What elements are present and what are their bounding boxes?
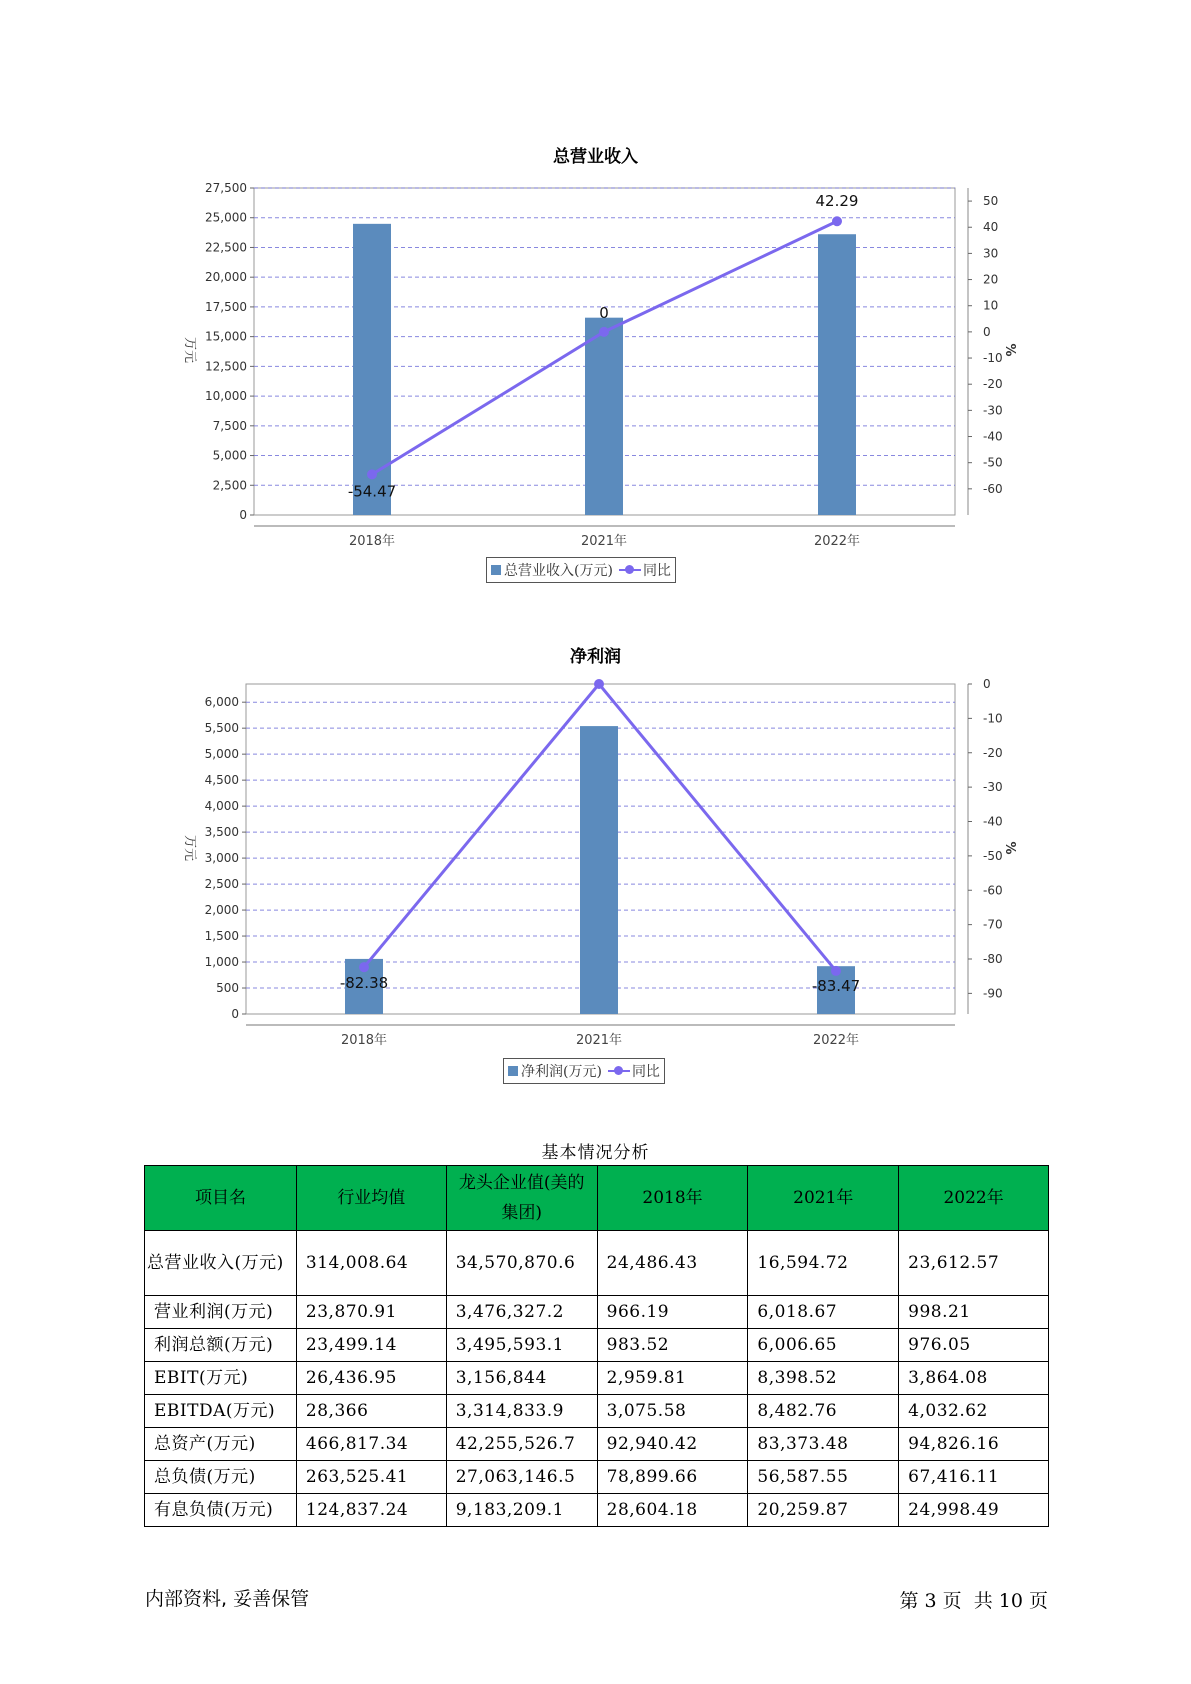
header-2022: 2022年 <box>899 1166 1049 1231</box>
value-cell: 78,899.66 <box>597 1461 748 1494</box>
y2-axis-label: % <box>1002 343 1017 357</box>
y-tick-label: 6,000 <box>204 695 239 710</box>
revenue-chart-title: 总营业收入 <box>553 147 638 167</box>
yoy-point <box>359 962 369 972</box>
value-cell: 24,998.49 <box>899 1494 1049 1527</box>
row-label-cell: 总资产(万元) <box>145 1428 297 1461</box>
table-row <box>145 1494 1049 1527</box>
value-cell: 67,416.11 <box>899 1461 1049 1494</box>
legend-line-label: 同比 <box>642 563 671 579</box>
value-cell: 263,525.41 <box>296 1461 446 1494</box>
bar <box>580 726 618 1014</box>
header-2021: 2021年 <box>748 1166 899 1231</box>
value-cell: 3,156,844 <box>446 1362 597 1395</box>
header-leader-value: 龙头企业值(美的集团) <box>446 1166 597 1231</box>
value-cell: 16,594.72 <box>748 1231 899 1296</box>
value-cell: 34,570,870.6 <box>446 1231 597 1296</box>
y2-tick-label: 0 <box>983 324 991 339</box>
y2-tick-label: -10 <box>983 711 1003 726</box>
table-caption: 基本情况分析 <box>541 1143 650 1163</box>
value-cell: 466,817.34 <box>296 1428 446 1461</box>
y-tick-label: 20,000 <box>205 270 247 285</box>
row-label-cell: 营业利润(万元) <box>145 1296 297 1329</box>
y2-tick-label: 50 <box>983 194 999 209</box>
footer-page-number: 第 3 页 共 10 页 <box>899 1590 1048 1612</box>
value-cell: 983.52 <box>597 1329 748 1362</box>
row-label-cell: EBIT(万元) <box>145 1362 297 1395</box>
legend-bar-swatch <box>508 1066 518 1076</box>
x-tick-label: 2021年 <box>575 1033 623 1048</box>
y-axis-label: 万元 <box>182 834 197 862</box>
value-cell: 56,587.55 <box>748 1461 899 1494</box>
y2-tick-label: -60 <box>983 481 1003 496</box>
row-label-cell: EBITDA(万元) <box>145 1395 297 1428</box>
value-cell: 26,436.95 <box>296 1362 446 1395</box>
value-cell: 24,486.43 <box>597 1231 748 1296</box>
legend-bar-label: 净利润(万元) <box>521 1064 602 1080</box>
value-cell: 3,476,327.2 <box>446 1296 597 1329</box>
table-row <box>145 1362 1049 1395</box>
value-cell: 42,255,526.7 <box>446 1428 597 1461</box>
y-tick-label: 500 <box>216 981 239 996</box>
value-cell: 6,006.65 <box>748 1329 899 1362</box>
y-tick-label: 1,000 <box>204 955 239 970</box>
yoy-data-label: -83.47 <box>811 976 861 995</box>
yoy-data-label: 42.29 <box>815 192 859 211</box>
y2-tick-label: -90 <box>983 986 1003 1001</box>
value-cell: 314,008.64 <box>296 1231 446 1296</box>
value-cell: 976.05 <box>899 1329 1049 1362</box>
y2-tick-label: -30 <box>983 780 1003 795</box>
y2-tick-label: 10 <box>983 298 999 313</box>
profit-chart-legend <box>503 1058 665 1084</box>
y-tick-label: 0 <box>239 508 247 522</box>
yoy-data-label: -54.47 <box>347 482 397 501</box>
value-cell: 3,075.58 <box>597 1395 748 1428</box>
y-tick-label: 2,500 <box>204 877 239 892</box>
value-cell: 3,314,833.9 <box>446 1395 597 1428</box>
yoy-point <box>594 679 604 689</box>
value-cell: 998.21 <box>899 1296 1049 1329</box>
y2-tick-label: -30 <box>983 403 1003 418</box>
y2-tick-label: -50 <box>983 455 1003 470</box>
y-tick-label: 27,500 <box>205 181 247 195</box>
value-cell: 966.19 <box>597 1296 748 1329</box>
row-label-cell: 有息负债(万元) <box>145 1494 297 1527</box>
y-tick-label: 2,000 <box>204 903 239 918</box>
y-tick-label: 2,500 <box>212 478 247 493</box>
table-row <box>145 1296 1049 1329</box>
x-tick-label: 2018年 <box>348 534 396 549</box>
y-tick-label: 7,500 <box>212 418 247 433</box>
y2-tick-label: -20 <box>983 745 1003 760</box>
x-tick-label: 2021年 <box>580 534 628 549</box>
y2-tick-label: 0 <box>983 677 991 691</box>
value-cell: 83,373.48 <box>748 1428 899 1461</box>
x-tick-label: 2022年 <box>813 534 861 549</box>
y-tick-label: 15,000 <box>205 329 247 344</box>
table-row <box>145 1395 1049 1428</box>
value-cell: 23,612.57 <box>899 1231 1049 1296</box>
x-tick-label: 2022年 <box>812 1033 860 1048</box>
y2-axis-label: % <box>1002 841 1017 855</box>
y-tick-label: 22,500 <box>205 240 247 255</box>
basic-analysis-table <box>144 1165 1049 1527</box>
value-cell: 8,398.52 <box>748 1362 899 1395</box>
yoy-data-label: 0 <box>599 303 609 322</box>
y2-tick-label: 30 <box>983 246 999 261</box>
header-item-name: 项目名 <box>145 1166 297 1231</box>
profit-chart-title: 净利润 <box>570 647 621 667</box>
row-label-cell: 总营业收入(万元) <box>145 1231 297 1296</box>
y2-tick-label: -50 <box>983 848 1003 863</box>
value-cell: 92,940.42 <box>597 1428 748 1461</box>
value-cell: 28,366 <box>296 1395 446 1428</box>
header-2018: 2018年 <box>597 1166 748 1231</box>
value-cell: 3,495,593.1 <box>446 1329 597 1362</box>
footer-confidential: 内部资料, 妥善保管 <box>145 1588 310 1610</box>
value-cell: 20,259.87 <box>748 1494 899 1527</box>
x-tick-label: 2018年 <box>340 1033 388 1048</box>
y-tick-label: 17,500 <box>205 299 247 314</box>
y-tick-label: 5,000 <box>212 448 247 463</box>
value-cell: 3,864.08 <box>899 1362 1049 1395</box>
y-tick-label: 10,000 <box>205 389 247 404</box>
y2-tick-label: -20 <box>983 377 1003 392</box>
value-cell: 124,837.24 <box>296 1494 446 1527</box>
y-tick-label: 12,500 <box>205 359 247 374</box>
value-cell: 2,959.81 <box>597 1362 748 1395</box>
row-label-cell: 总负债(万元) <box>145 1461 297 1494</box>
y2-tick-label: 20 <box>983 272 999 287</box>
y-tick-label: 4,500 <box>204 773 239 788</box>
table-row <box>145 1231 1049 1296</box>
value-cell: 9,183,209.1 <box>446 1494 597 1527</box>
yoy-data-label: -82.38 <box>339 974 389 993</box>
y-axis-label: 万元 <box>182 336 197 364</box>
value-cell: 94,826.16 <box>899 1428 1049 1461</box>
header-industry-avg: 行业均值 <box>296 1166 446 1231</box>
y2-tick-label: 40 <box>983 220 999 235</box>
y-tick-label: 5,000 <box>204 747 239 762</box>
table-header-row <box>145 1166 1049 1231</box>
value-cell: 6,018.67 <box>748 1296 899 1329</box>
y2-tick-label: -60 <box>983 883 1003 898</box>
y-tick-label: 5,500 <box>204 721 239 736</box>
value-cell: 4,032.62 <box>899 1395 1049 1428</box>
table-row <box>145 1428 1049 1461</box>
y2-tick-label: -40 <box>983 429 1003 444</box>
value-cell: 8,482.76 <box>748 1395 899 1428</box>
y-tick-label: 3,000 <box>204 851 239 866</box>
y-tick-label: 1,500 <box>204 929 239 944</box>
y2-tick-label: -40 <box>983 814 1003 829</box>
table-row <box>145 1461 1049 1494</box>
value-cell: 23,870.91 <box>296 1296 446 1329</box>
legend-line-swatch <box>608 1065 630 1077</box>
y2-tick-label: -70 <box>983 917 1003 932</box>
value-cell: 27,063,146.5 <box>446 1461 597 1494</box>
table-row <box>145 1329 1049 1362</box>
legend-bar-label: 总营业收入(万元) <box>504 563 613 579</box>
yoy-point <box>831 966 841 976</box>
y-tick-label: 25,000 <box>205 210 247 225</box>
y2-tick-label: -10 <box>983 351 1003 366</box>
row-label-cell: 利润总额(万元) <box>145 1329 297 1362</box>
y-tick-label: 3,500 <box>204 825 239 840</box>
legend-line-label: 同比 <box>631 1064 660 1080</box>
value-cell: 23,499.14 <box>296 1329 446 1362</box>
y-tick-label: 0 <box>231 1007 239 1021</box>
y2-tick-label: -80 <box>983 952 1003 966</box>
y-tick-label: 4,000 <box>204 799 239 814</box>
value-cell: 28,604.18 <box>597 1494 748 1527</box>
